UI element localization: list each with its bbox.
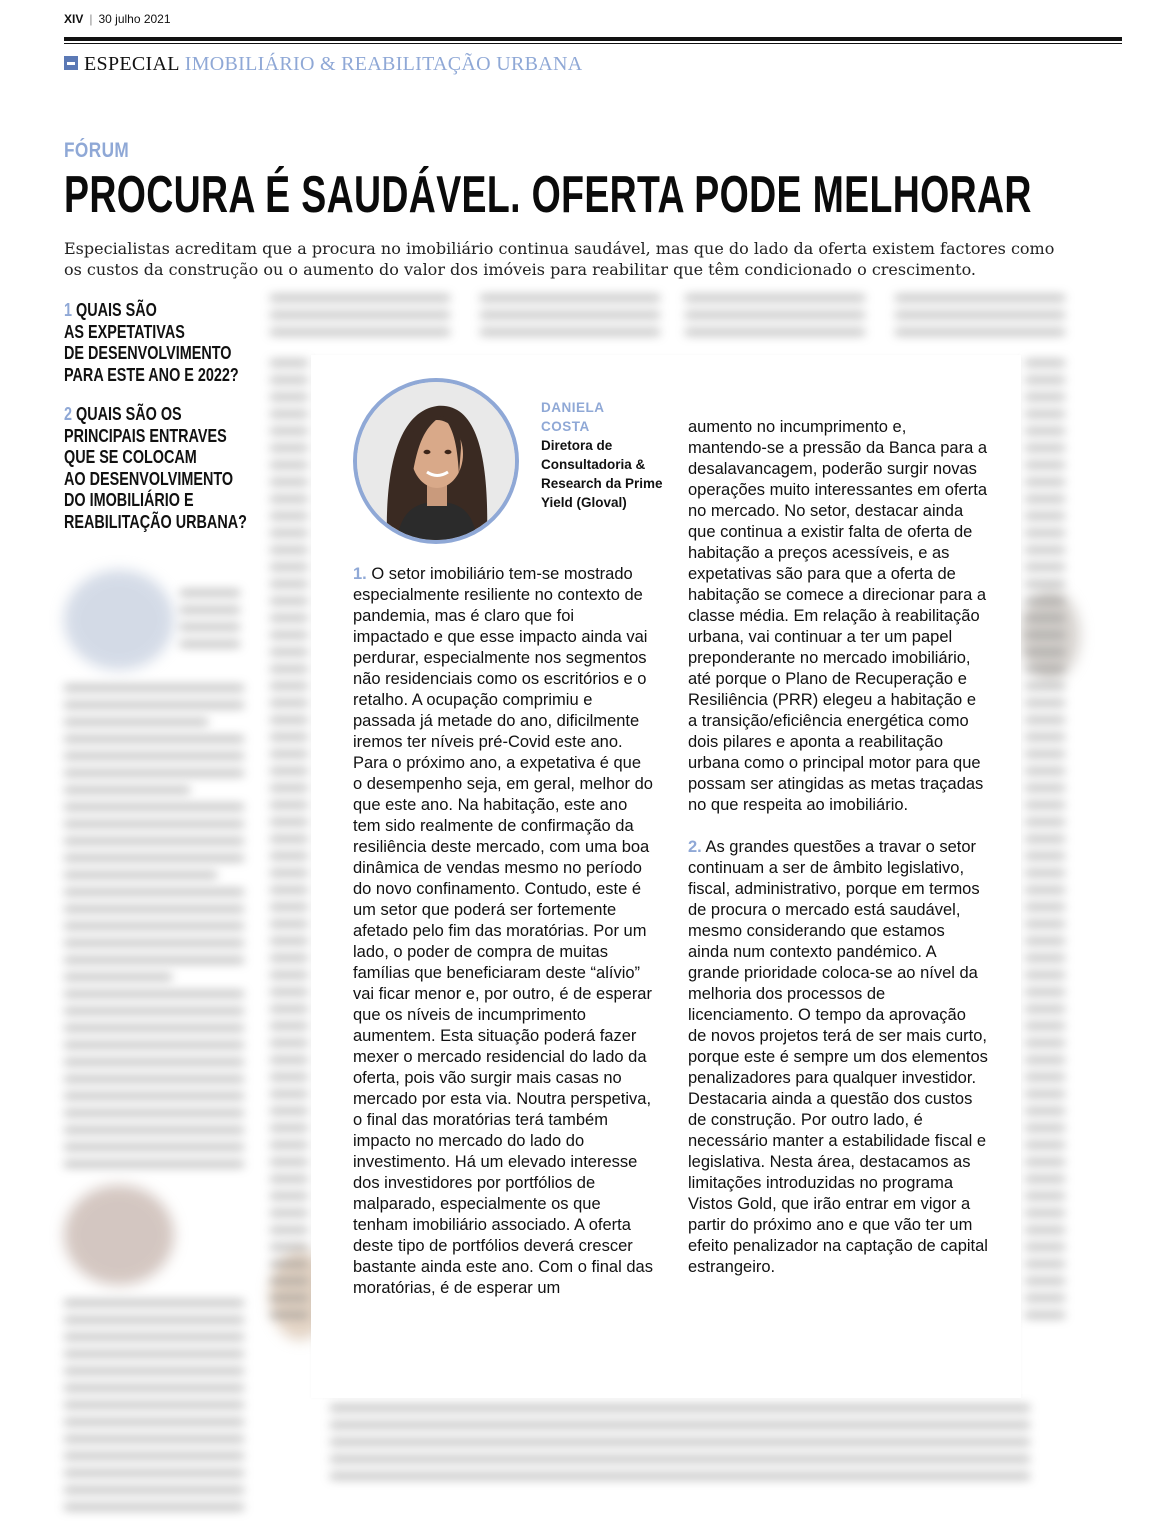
answer-2 (688, 837, 988, 1278)
lede: Especialistas acreditam que a procura no imobiliário continua saudável, mas que do lado da oferta existem factores como os custos da construção ou o aumento do valor dos imóveis para reabilitar que têm condicionado o crescimento. (64, 239, 1055, 279)
kicker: FÓRUM (64, 139, 130, 162)
answer-2-number: 2. (688, 838, 702, 856)
background-column (64, 685, 244, 1178)
publication-logo-icon (64, 56, 78, 70)
background-column (180, 590, 240, 658)
author-byline (541, 398, 671, 512)
answer-1 (353, 564, 653, 1299)
author-name: DANIELA (541, 400, 605, 415)
background-column (1025, 360, 1065, 1329)
background-column (64, 1300, 244, 1521)
folio (64, 12, 171, 26)
section-topic: IMOBILIÁRIO & REABILITAÇÃO URBANA (184, 53, 583, 75)
issue-date: 30 julho 2021 (98, 12, 171, 26)
background-photo (64, 570, 174, 670)
answer-1-number: 1. (353, 565, 367, 583)
answer-1-text: O setor imobiliário tem-se mostrado especialmente resiliente no contexto de pandemia, mas é claro que foi impactado e que esse impacto ainda vai perdurar, especialmente nos segmentos não residenciais como os escritórios e o retalho. A ocupação comprimiu e passada já metade do ano, dificilmente iremos ter níveis pré-Covid este ano. Para o próximo ano, a expetativa é que o desempenho seja, em geral, melhor do que este ano. Na habitação, este ano tem sido realmente de confirmação da resiliência deste mercado, com uma boa dinâmica de vendas mesmo no período do novo confinamento. Contudo, este é um setor que poderá ser fortemente afetado pelo fim das moratórias. Por um lado, o poder de compra de muitas famílias que beneficiaram deste “alívio” vai ficar menor e, por outro, é de esperar que os níveis de incumprimento aumentem. Esta situação poderá fazer mexer o mercado residencial do lado da oferta, pois vão surgir mais casas no mercado por esta via. Noutra perspetiva, o final das moratórias terá também impacto no mercado do lado do investimento. Há um elevado interesse dos investidores por portfólios de malparado, especialmente os que tenham imobiliário associado. A oferta deste tipo de portfólios deverá crescer bastante ainda este ano. Com o final das moratórias, é de esperar um (353, 565, 653, 1297)
background-column (895, 295, 1065, 346)
background-column (270, 360, 308, 1329)
author-photo (353, 378, 519, 544)
answer-1-continued: aumento no incumprimento e, mantendo-se a pressão da Banca para a desalavancagem, poderão surgir novas operações muito interessantes em oferta no mercado. No setor, destacar ainda que continua a existir falta de oferta de habitação a preços acessíveis, e as expetativas são para que a oferta de habitação se comece a direcionar para a classe média. Em relação à reabilitação urbana, vai continuar a ter um papel preponderante no mercado imobiliário, até porque o Plano de Recuperação e Resiliência (PRR) elegeu a habitação e a transição/eficiência energética como dois pilares e aponta a reabilitação urbana como o principal motor para que possam ser atingidas as metas traçadas no que respeita ao imobiliário. (688, 418, 988, 814)
background-column (685, 295, 865, 346)
author-surname: COSTA (541, 419, 590, 434)
page-number: XIV (64, 12, 84, 26)
questions-box (64, 300, 294, 551)
section-header (64, 53, 582, 76)
background-column (330, 1405, 1030, 1490)
author-role: Diretora de Consultadoria & Research da Prime Yield (Gloval) (541, 438, 663, 510)
portrait-illustration (357, 382, 515, 540)
article-column-1 (353, 564, 653, 1299)
background-column (270, 295, 450, 346)
folio-separator: | (89, 12, 93, 26)
background-photo (64, 1185, 174, 1285)
background-column (480, 295, 660, 346)
question-1: 1 QUAIS SÃO AS EXPETATIVAS DE DESENVOLVIMENTO PARA ESTE ANO E 2022? (64, 300, 239, 385)
header-rule-thin (64, 43, 1122, 44)
question-2: 2 QUAIS SÃO OS PRINCIPAIS ENTRAVES QUE SE COLOCAM AO DESENVOLVIMENTO DO IMOBILIÁRIO E REABILITAÇÃO URBANA? (64, 404, 247, 532)
headline: PROCURA É SAUDÁVEL. OFERTA PODE MELHORAR (64, 166, 1032, 224)
section-label: ESPECIAL (84, 53, 180, 75)
article-column-2 (688, 417, 988, 1278)
answer-2-text: As grandes questões a travar o setor continuam a ser de âmbito legislativo, fiscal, administrativo, porque em termos de procura o mercado está saudável, mesmo considerando que estamos ainda num contexto pandémico. A grande prioridade coloca-se ao nível da melhoria dos processos de licenciamento. O tempo da aprovação de novos projetos terá de ser mais curto, porque este é sempre um dos elementos penalizadores para qualquer investidor. Destacaria ainda a questão dos custos de construção. Por outro lado, é necessário manter a estabilidade fiscal e legislativa. Nesta área, destacamos as limitações introduzidas no programa Vistos Gold, que irão entrar em vigor a partir do próximo ano e que vão ter um efeito penalizador na captação de capital estrangeiro. (688, 838, 988, 1276)
header-rule (64, 37, 1122, 41)
